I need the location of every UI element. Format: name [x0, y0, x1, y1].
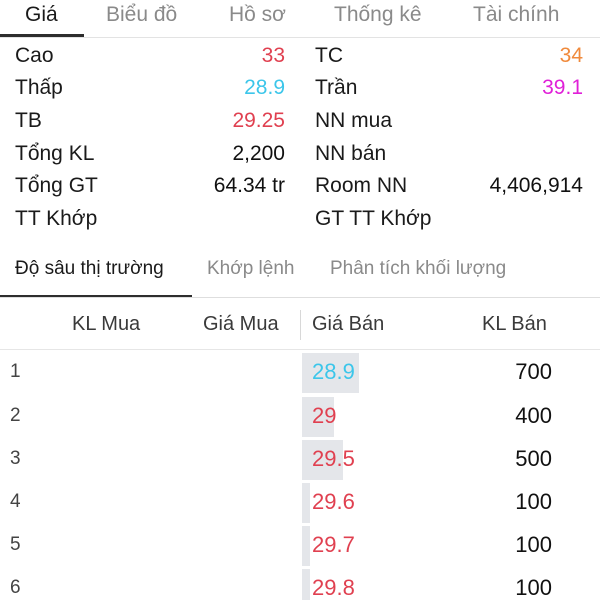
tab-phan-tich-khoi-luong[interactable]: Phân tích khối lượng [330, 258, 507, 279]
top-tab-bar [0, 0, 600, 38]
table-row[interactable] [0, 352, 600, 395]
stat-label-tong-gt: Tổng GT [15, 174, 98, 197]
table-row[interactable] [0, 396, 600, 439]
depth-bar [302, 483, 310, 523]
stat-label-nn-mua: NN mua [315, 109, 393, 132]
row-index: 2 [10, 405, 21, 426]
active-subtab-indicator [0, 295, 192, 297]
row-index: 5 [10, 534, 21, 555]
sell-price: 29.6 [312, 489, 355, 514]
order-book-header [0, 300, 600, 350]
stat-label-tran: Trần [315, 76, 358, 99]
tab-gia[interactable]: Giá [25, 3, 58, 26]
sell-price: 29.7 [312, 532, 355, 557]
stat-value-cao: 33 [261, 44, 285, 67]
stat-label-nn-ban: NN bán [315, 142, 387, 165]
depth-bar [302, 526, 310, 566]
sell-price: 29 [312, 403, 337, 428]
header-kl-mua: KL Mua [72, 313, 141, 335]
tab-tai-chinh[interactable]: Tài chính [473, 3, 560, 26]
header-divider [300, 310, 301, 340]
row-index: 3 [10, 448, 21, 469]
tab-do-sau-thi-truong[interactable]: Độ sâu thị trường [15, 258, 164, 279]
stat-value-tb: 29.25 [232, 109, 285, 132]
tab-thong-ke[interactable]: Thống kê [334, 3, 422, 26]
stat-value-tc: 34 [559, 44, 583, 67]
stat-label-tb: TB [15, 109, 42, 132]
sell-volume: 700 [515, 359, 552, 384]
tab-ho-so[interactable]: Hồ sơ [229, 3, 286, 26]
row-index: 4 [10, 491, 21, 512]
row-index: 1 [10, 361, 21, 382]
stat-value-thap: 28.9 [244, 76, 285, 99]
stat-label-cao: Cao [15, 44, 54, 67]
stat-value-tran: 39.1 [542, 76, 583, 99]
table-row[interactable] [0, 439, 600, 482]
header-gia-ban: Giá Bán [312, 313, 385, 335]
table-row[interactable] [0, 525, 600, 568]
table-row[interactable] [0, 482, 600, 525]
sell-volume: 100 [515, 575, 552, 600]
sell-volume: 400 [515, 403, 552, 428]
stat-value-room-nn: 4,406,914 [489, 174, 583, 197]
stat-value-tong-gt: 64.34 tr [213, 174, 285, 197]
stat-label-gt-tt-khop: GT TT Khớp [315, 207, 432, 230]
header-kl-ban: KL Bán [482, 313, 547, 335]
stat-label-tong-kl: Tổng KL [15, 142, 95, 165]
tab-khop-lenh[interactable]: Khớp lệnh [207, 258, 295, 279]
sell-volume: 100 [515, 532, 552, 557]
stat-label-tc: TC [315, 44, 343, 67]
active-tab-indicator [0, 34, 84, 37]
stat-label-tt-khop: TT Khớp [15, 207, 98, 230]
sell-price: 28.9 [312, 359, 355, 384]
sell-price: 29.8 [312, 575, 355, 600]
sub-tab-bar [0, 252, 600, 298]
stat-label-thap: Thấp [15, 76, 63, 99]
sell-volume: 100 [515, 489, 552, 514]
stat-label-room-nn: Room NN [315, 174, 408, 197]
sell-price: 29.5 [312, 446, 355, 471]
table-row[interactable] [0, 568, 600, 600]
tab-bieu-do[interactable]: Biểu đồ [106, 3, 178, 26]
row-index: 6 [10, 577, 21, 598]
stat-value-tong-kl: 2,200 [232, 142, 285, 165]
depth-bar [302, 569, 310, 600]
header-gia-mua: Giá Mua [203, 313, 279, 335]
sell-volume: 500 [515, 446, 552, 471]
